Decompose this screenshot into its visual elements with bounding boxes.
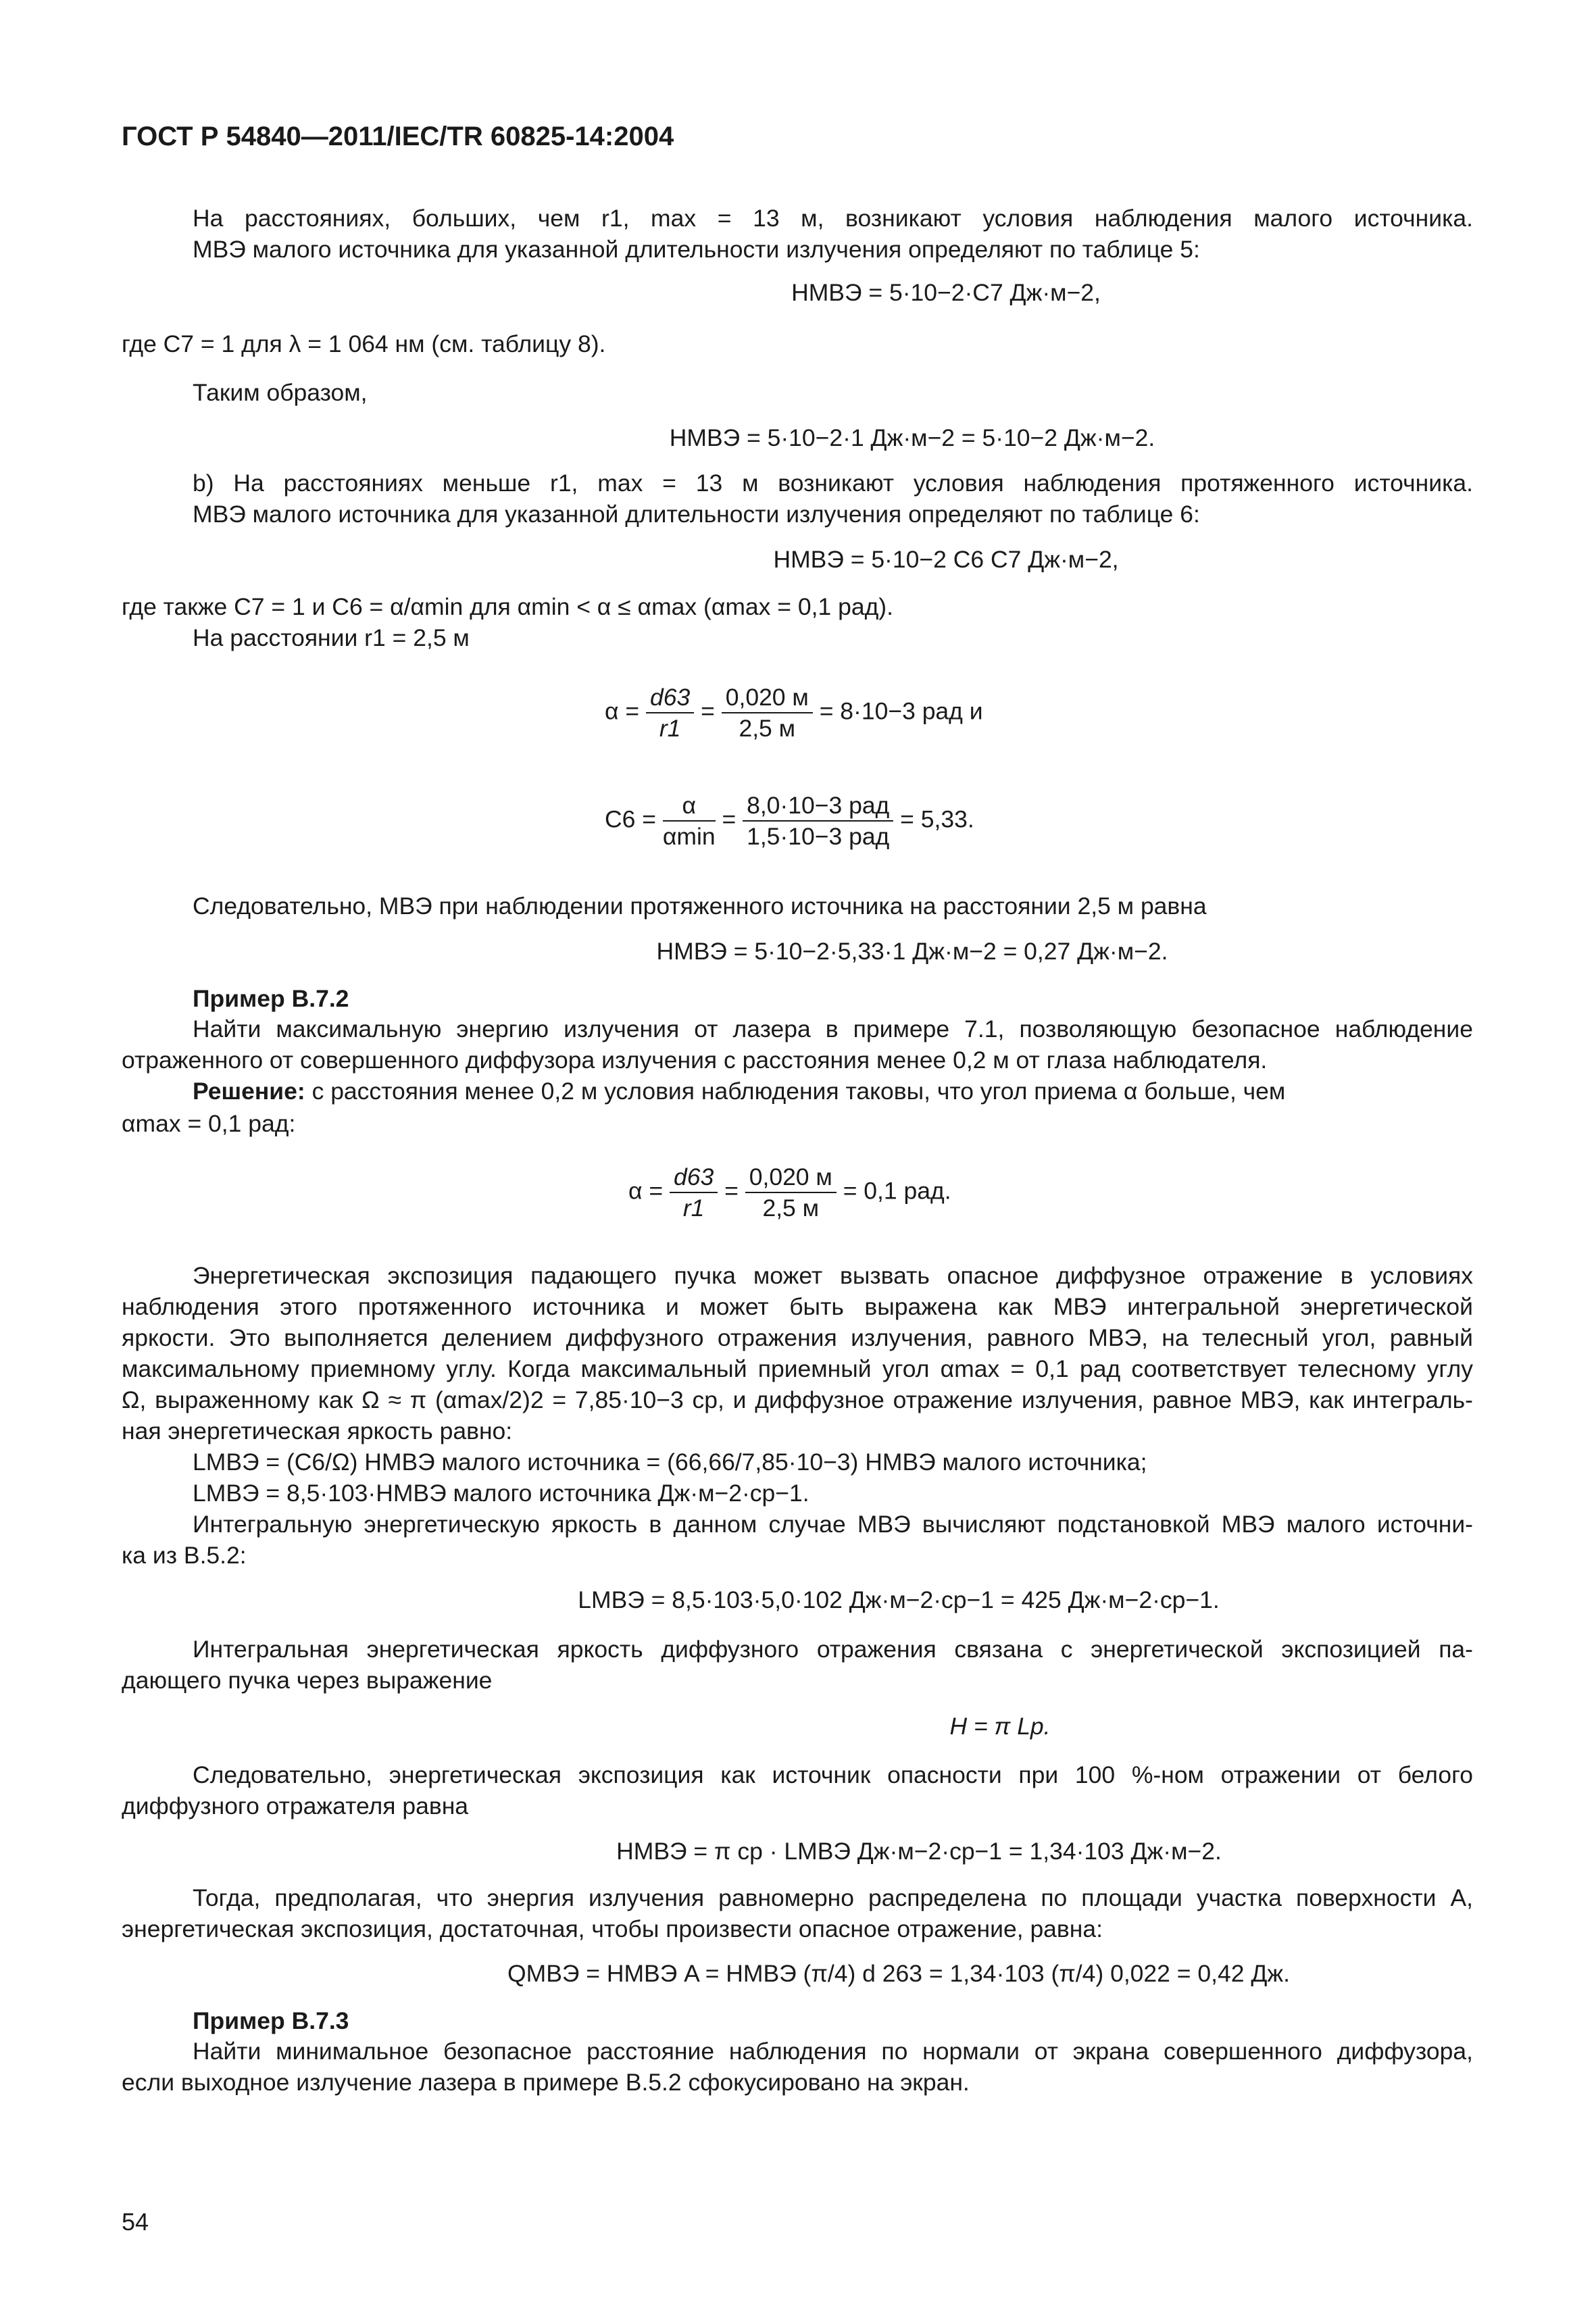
formula: LМВЭ = 8,5·103·HМВЭ малого источника Дж·м−2·ср−1.	[193, 1480, 809, 1507]
paragraph-line: МВЭ малого источника для указанной длительности излучения определяют по таблице 6:	[193, 501, 1200, 528]
paragraph-line: Тогда, предполагая, что энергия излучения равномерно распределена по площади участка поверхности A,	[193, 1884, 1473, 1911]
document-header: ГОСТ Р 54840—2011/IEC/TR 60825-14:2004	[122, 122, 674, 151]
equals-sign: =	[722, 805, 737, 833]
paragraph-line: максимальному приемному углу. Когда максимальный приемный угол αmax = 0,1 рад соответствует телесному углу	[122, 1355, 1473, 1382]
numerator: 8,0·10−3 рад	[743, 790, 893, 822]
formula-lhs: C6 =	[605, 805, 656, 833]
denominator: r1	[682, 1194, 705, 1222]
example-title-text: Пример В.7.2	[193, 985, 349, 1012]
denominator: 2,5 м	[762, 1194, 820, 1222]
paragraph-line: яркости. Это выполняется делением диффузного отражения излучения, равного МВЭ, на телесный угол, равный	[122, 1324, 1473, 1351]
numerator: 0,020 м	[722, 682, 813, 713]
formula: LМВЭ = 8,5·103·5,0·102 Дж·м−2·ср−1 = 425 Дж·м−2·ср−1.	[578, 1586, 1220, 1613]
formula: HМВЭ = 5·10−2·C7 Дж·м−2,	[791, 279, 1101, 306]
paragraph-line: МВЭ малого источника для указанной длительности излучения определяют по таблице 5:	[193, 236, 1200, 263]
formula: H = π Lp.	[949, 1713, 1051, 1740]
paragraph-line: b) На расстояниях меньше r1, max = 13 м возникают условия наблюдения протяженного источника.	[193, 470, 1473, 497]
paragraph-line: Найти минимальное безопасное расстояние наблюдения по нормали от экрана совершенного диффузора,	[193, 2038, 1473, 2065]
formula: LМВЭ = (C6/Ω) HМВЭ малого источника = (66,66/7,85·10−3) HМВЭ малого источника;	[193, 1449, 1147, 1476]
fraction-formula	[605, 682, 1596, 743]
fraction	[670, 1162, 718, 1223]
formula: HМВЭ = 5·10−2 C6 C7 Дж·м−2,	[773, 546, 1119, 573]
paragraph-line: Интегральную энергетическую яркость в данном случае МВЭ вычисляют подстановкой МВЭ малого источни-	[193, 1511, 1473, 1538]
fraction	[722, 682, 813, 743]
example-title	[193, 2005, 1544, 2036]
paragraph-line: Найти максимальную энергию излучения от лазера в примере 7.1, позволяющую безопасное наблюдение	[193, 1015, 1473, 1042]
paragraph-line: диффузного отражателя равна	[122, 1792, 469, 1819]
formula: HМВЭ = 5·10−2·5,33·1 Дж·м−2 = 0,27 Дж·м−2.	[656, 938, 1168, 965]
solution-line	[193, 1076, 1544, 1107]
numerator: 0,020 м	[745, 1162, 837, 1193]
denominator: 1,5·10−3 рад	[747, 823, 890, 850]
fraction-formula	[605, 790, 1596, 851]
formula: HМВЭ = π ср · LМВЭ Дж·м−2·ср−1 = 1,34·103 Дж·м−2.	[616, 1838, 1222, 1865]
numerator: α	[663, 790, 716, 822]
paragraph-line: αmax = 0,1 рад:	[122, 1110, 296, 1137]
paragraph-line: На расстоянии r1 = 2,5 м	[193, 624, 470, 651]
denominator: 2,5 м	[739, 715, 796, 742]
denominator: r1	[659, 715, 681, 742]
paragraph-line: где также C7 = 1 и C6 = α/αmin для αmin < α ≤ αmax (αmax = 0,1 рад).	[122, 593, 893, 620]
paragraph-line: На расстояниях, больших, чем r1, max = 13 м, возникают условия наблюдения малого источника.	[193, 205, 1473, 232]
paragraph-line: Интегральная энергетическая яркость диффузного отражения связана с энергетической экспозицией па-	[193, 1636, 1473, 1663]
paragraph-line: энергетическая экспозиция, достаточная, чтобы произвести опасное отражение, равна:	[122, 1915, 1103, 1942]
formula-lhs: α =	[628, 1177, 664, 1205]
paragraph-line: ная энергетическая яркость равно:	[122, 1417, 513, 1444]
formula: QМВЭ = HМВЭ A = HМВЭ (π/4) d 263 = 1,34·103 (π/4) 0,022 = 0,42 Дж.	[507, 1960, 1290, 1987]
fraction	[743, 790, 893, 851]
fraction	[663, 790, 716, 851]
example-title	[193, 983, 1544, 1014]
example-title-text: Пример В.7.3	[193, 2007, 349, 2034]
paragraph-line: Ω, выраженному как Ω ≈ π (αmax/2)2 = 7,85·10−3 ср, и диффузное отражение излучения, равное МВЭ, как интеграль-	[122, 1386, 1473, 1413]
paragraph-line: если выходное излучение лазера в примере В.5.2 сфокусировано на экран.	[122, 2069, 970, 2096]
equals-sign: =	[724, 1177, 739, 1205]
page-number: 54	[122, 2208, 149, 2236]
fraction	[646, 682, 694, 743]
formula: HМВЭ = 5·10−2·1 Дж·м−2 = 5·10−2 Дж·м−2.	[669, 424, 1155, 451]
formula-rhs: = 0,1 рад.	[843, 1177, 951, 1205]
paragraph-line: наблюдения этого протяженного источника и может быть выражена как МВЭ интегральной энергетической	[122, 1293, 1473, 1320]
denominator: αmin	[662, 823, 716, 850]
fraction-formula	[628, 1162, 1596, 1223]
paragraph-line: Энергетическая экспозиция падающего пучка может вызвать опасное диффузное отражение в условиях	[193, 1262, 1473, 1289]
formula-lhs: α =	[605, 697, 640, 725]
fraction	[745, 1162, 837, 1223]
solution-label: Решение:	[193, 1078, 305, 1105]
solution-text: с расстояния менее 0,2 м условия наблюдения таковы, что угол приема α больше, чем	[311, 1078, 1286, 1105]
paragraph-line: дающего пучка через выражение	[122, 1667, 493, 1694]
paragraph-line: отраженного от совершенного диффузора излучения с расстояния менее 0,2 м от глаза наблюдателя.	[122, 1047, 1268, 1074]
formula-rhs: = 8·10−3 рад и	[819, 697, 983, 725]
paragraph-line: Таким образом,	[193, 379, 368, 406]
numerator: d63	[670, 1162, 718, 1193]
paragraph-line: ка из В.5.2:	[122, 1542, 247, 1569]
numerator: d63	[646, 682, 694, 713]
paragraph-line: Следовательно, энергетическая экспозиция как источник опасности при 100 %-ном отражении от белого	[193, 1761, 1473, 1788]
formula-rhs: = 5,33.	[900, 805, 974, 833]
paragraph-line: Следовательно, МВЭ при наблюдении протяженного источника на расстоянии 2,5 м равна	[193, 892, 1207, 920]
equals-sign: =	[701, 697, 715, 725]
paragraph-line: где C7 = 1 для λ = 1 064 нм (см. таблицу 8).	[122, 330, 606, 357]
